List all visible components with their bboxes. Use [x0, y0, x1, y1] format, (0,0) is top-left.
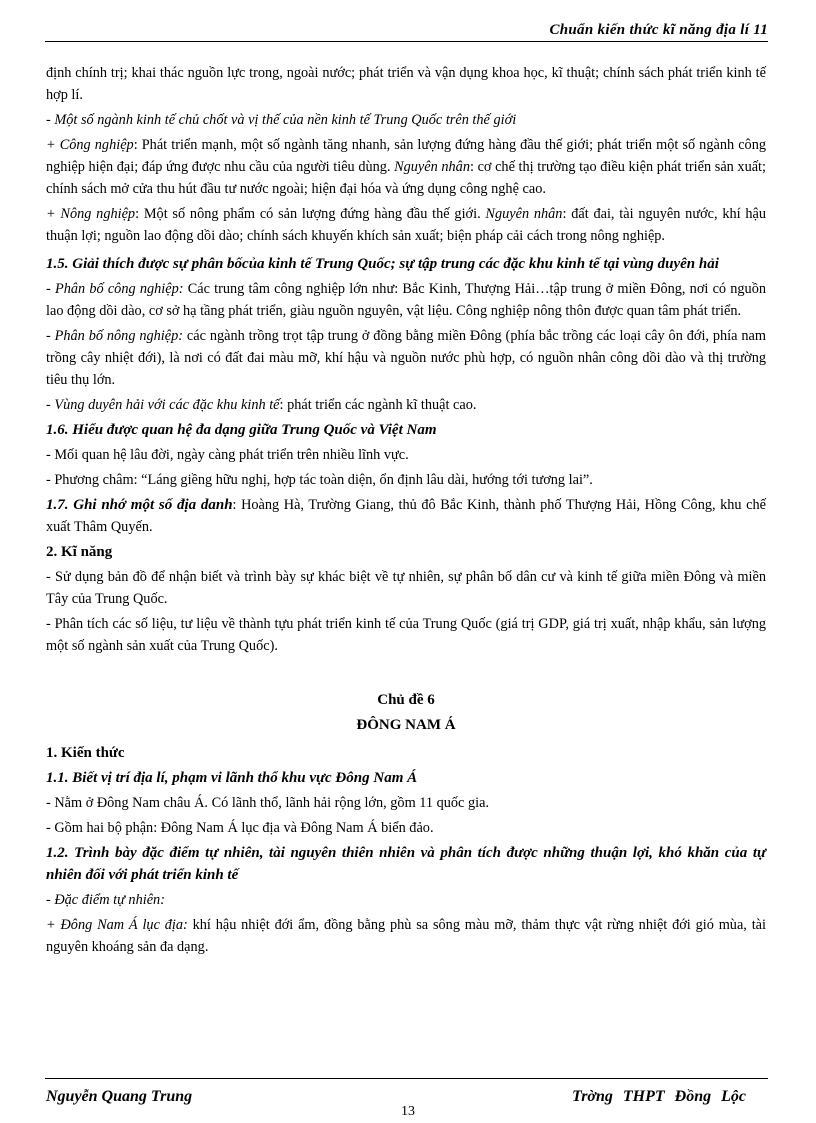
topic-label: Chủ đề 6	[377, 692, 435, 708]
bullet-lead: - Vùng duyên hải với các đặc khu kinh tế	[46, 397, 280, 413]
paragraph: - Nằm ở Đông Nam châu Á. Có lãnh thổ, lãnh hải rộng lớn, gồm 11 quốc gia.	[46, 795, 490, 811]
paragraph: - Sử dụng bản đồ để nhận biết và trình bày sự khác biệt về tự nhiên, sự phân bố dân cư và kinh tế giữa miền Đông và miền Tây của Trung Quốc.	[46, 569, 766, 607]
bullet-lead: - Phân bố nông nghiệp:	[46, 328, 184, 344]
footer-rule	[45, 1078, 768, 1079]
bullet-lead: - Phân bố công nghiệp:	[46, 281, 184, 297]
text-run: khí hậu nhiệt đới ẩm, đồng bằng phù sa sông màu mỡ, thảm thực vật rừng nhiệt đới gió mùa, tài nguyên khoáng sản đa dạng.	[46, 917, 766, 955]
text-run: : Một số nông phẩm có sản lượng đứng hàng đầu thế giới.	[135, 206, 486, 222]
paragraph: - Mối quan hệ lâu đời, ngày càng phát triển trên nhiều lĩnh vực.	[46, 447, 409, 463]
text-run: : Hoàng Hà, Trường Giang, thủ đô Bắc Kinh, thành phố Thượng Hải, Hồng Công, khu chế xuất Thâm Quyến.	[46, 497, 766, 535]
section-heading: 1. Kiến thức	[46, 745, 125, 761]
paragraph	[46, 914, 766, 958]
text-run: : đất đai, tài nguyên nước, khí hậu thuận lợi; nguồn lao động dồi dào; chính sách khuyến khích sản xuất; biện pháp cải cách trong nông nghiệp.	[46, 206, 766, 244]
subsection-line: - Đặc điểm tự nhiên:	[46, 892, 165, 908]
bullet-lead: + Nông nghiệp	[46, 206, 136, 222]
text-run: : cơ chế thị trường tạo điều kiện phát triển sản xuất; chính sách mở cửa thu hút đầu tư nước ngoài; hiện đại hóa và ứng dụng công nghệ cao.	[46, 159, 767, 197]
text-run: : phát triển các ngành kĩ thuật cao.	[279, 397, 477, 413]
paragraph	[46, 203, 766, 247]
cause-label: Nguyên nhân	[485, 206, 563, 222]
section-heading: 1.5. Giải thích được sự phân bốcủa kinh tế Trung Quốc; sự tập trung các đặc khu kinh tế tại vùng duyên hải	[46, 256, 719, 272]
section-heading: 1.1. Biết vị trí địa lí, phạm vi lãnh thổ khu vực Đông Nam Á	[46, 770, 418, 786]
footer-school: Trờng THPT Đồng Lộc	[572, 1088, 746, 1105]
bullet-lead: + Đông Nam Á lục địa:	[46, 917, 188, 933]
footer-author: Nguyễn Quang Trung	[46, 1088, 193, 1105]
page-content	[46, 62, 766, 961]
subsection-line: - Một số ngành kinh tế chủ chốt và vị thế của nền kinh tế Trung Quốc trên thế giới	[46, 112, 517, 128]
header-rule	[45, 41, 768, 42]
paragraph: - Gồm hai bộ phận: Đông Nam Á lục địa và Đông Nam Á biển đảo.	[46, 820, 434, 836]
bullet-lead: + Công nghiệp	[46, 137, 134, 153]
text-run: : Phát triển mạnh, một số ngành tăng nhanh, sản lượng đứng hàng đầu thế giới; phát triển một số ngành công nghiệp hiện đại; đáp ứng được nhu cầu của người tiêu dùng.	[46, 137, 766, 175]
paragraph	[46, 278, 766, 322]
section-heading: 1.6. Hiểu được quan hệ đa dạng giữa Trung Quốc và Việt Nam	[46, 422, 437, 438]
paragraph	[46, 325, 766, 391]
paragraph	[46, 394, 766, 416]
text-run: Các trung tâm công nghiệp lớn như: Bắc Kinh, Thượng Hải…tập trung ở miền Đông, nơi có nguồn lao động dồi dào, cơ sở hạ tầng phát triển, giàu nguồn nguyên, vật liệu. Công nghiệp nông thôn được quan tâm phát triển.	[46, 281, 767, 319]
cause-label: Nguyên nhân	[394, 159, 470, 175]
paragraph	[46, 494, 766, 538]
section-heading: 2. Kĩ năng	[46, 544, 113, 560]
paragraph	[46, 134, 766, 200]
paragraph: - Phương châm: “Láng giềng hữu nghị, hợp tác toàn diện, ổn định lâu dài, hướng tới tương lai”.	[46, 472, 593, 488]
section-heading: 1.2. Trình bày đặc điểm tự nhiên, tài nguyên thiên nhiên và phân tích được những thuận lợi, khó khăn của tự nhiên đối với phát triển kinh tế	[46, 845, 766, 883]
text-run: các ngành trồng trọt tập trung ở đồng bằng miền Đông (phía bắc trồng các loại cây ôn đới, phía nam trồng cây nhiệt đới), là nơi có đất đai màu mỡ, khí hậu và nguồn nước phù hợp, có nguồn nhân công dồi dào và thị trường tiêu thụ lớn.	[46, 328, 766, 388]
topic-title: ĐÔNG NAM Á	[356, 717, 456, 733]
paragraph: định chính trị; khai thác nguồn lực trong, ngoài nước; phát triển và vận dụng khoa học, kĩ thuật; chính sách phát triển kinh tế hợp lí.	[46, 65, 766, 103]
running-header: Chuẩn kiến thức kĩ năng địa lí 11	[549, 22, 768, 38]
page-number: 13	[401, 1104, 415, 1119]
section-heading: 1.7. Ghi nhớ một số địa danh	[46, 497, 233, 513]
paragraph: - Phân tích các số liệu, tư liệu về thành tựu phát triển kinh tế của Trung Quốc (giá trị GDP, giá trị xuất, nhập khẩu, sản lượng một số ngành sản xuất của Trung Quốc).	[46, 616, 766, 654]
